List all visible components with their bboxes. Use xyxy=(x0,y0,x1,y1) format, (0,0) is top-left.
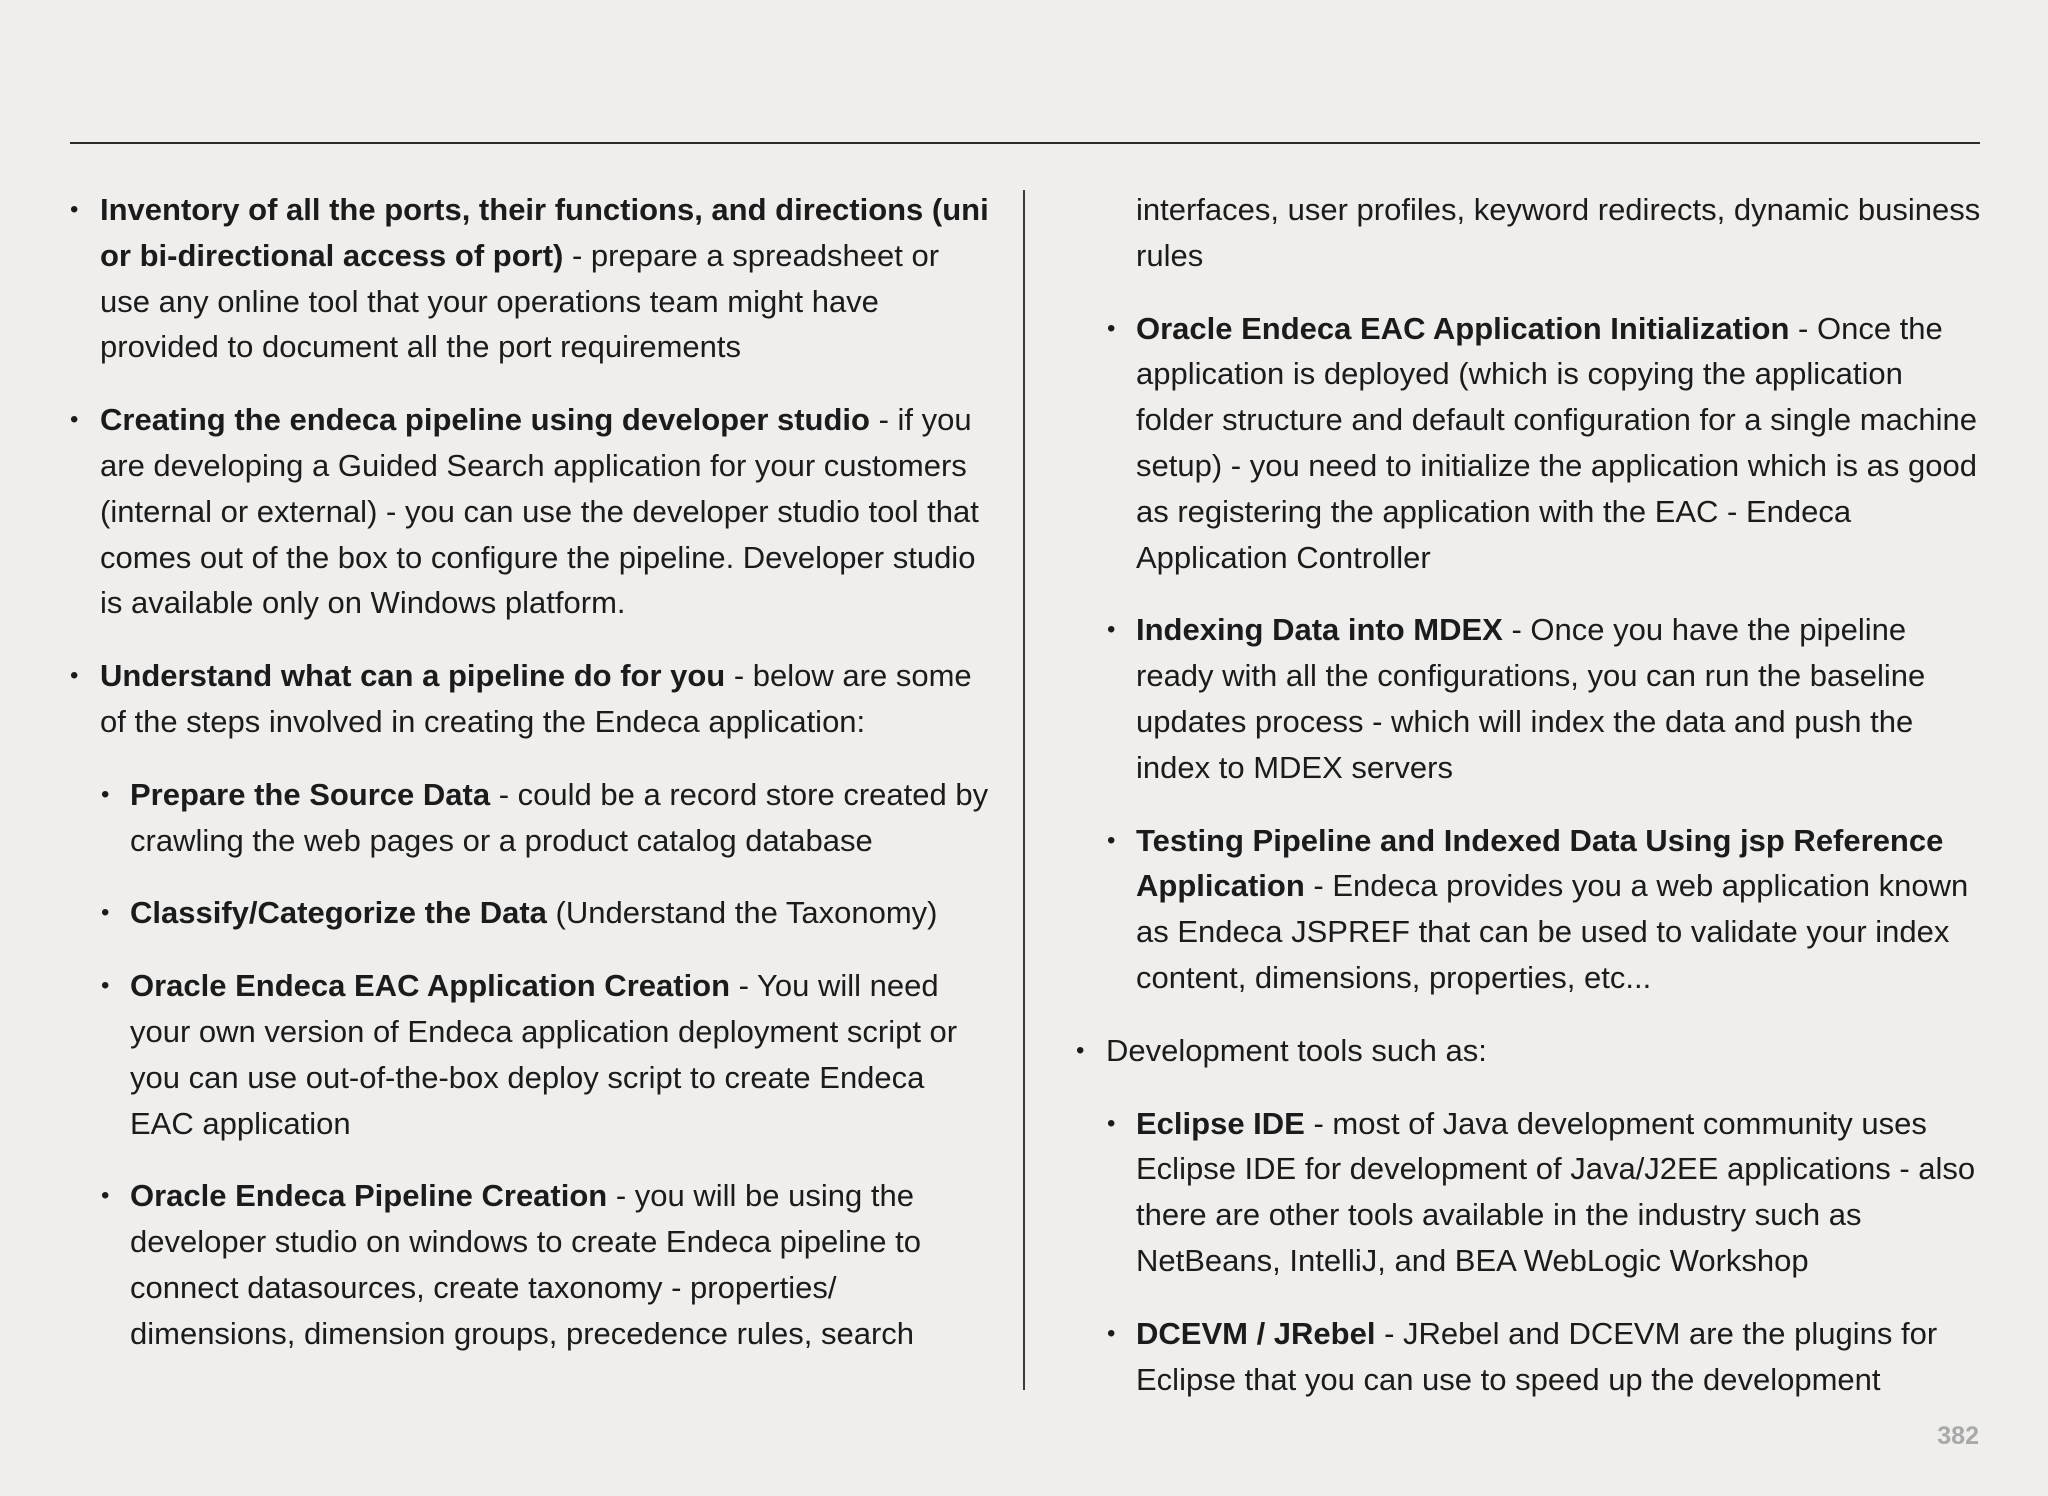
continuation-text: interfaces, user profiles, keyword redirects, dynamic business rules xyxy=(1136,192,1981,273)
list-item xyxy=(70,397,990,626)
bullet-icon: • xyxy=(101,780,110,808)
right-column xyxy=(1076,187,1986,1429)
item-text: - JRebel and DCEVM are the plugins for Eclipse that you can use to speed up the development xyxy=(1136,1315,1938,1397)
sub-list-item xyxy=(1076,818,1986,1001)
column-divider xyxy=(1023,190,1025,1390)
bullet-icon: • xyxy=(101,972,110,1000)
bullet-icon: • xyxy=(1107,314,1116,342)
list-item xyxy=(70,653,990,745)
item-text: - Once the application is deployed (which is copying the application folder structure and default configuration for a single machine setup) - you need to initialize the application which is as good as registering the application with the EAC - Endeca Application Controller xyxy=(1136,310,1977,575)
item-title: Testing Pipeline and Indexed Data Using jsp Reference Application xyxy=(1136,822,1944,904)
bullet-icon: • xyxy=(101,899,110,927)
item-title: DCEVM / JRebel xyxy=(1136,1315,1376,1351)
sub-list-item xyxy=(1076,607,1986,790)
item-title: Understand what can a pipeline do for you xyxy=(100,658,726,694)
item-title: Eclipse IDE xyxy=(1136,1105,1305,1141)
item-title: Creating the endeca pipeline using developer studio xyxy=(100,402,870,438)
item-text: - most of Java development community uses Eclipse IDE for development of Java/J2EE applications - also there are other tools available in the industry such as NetBeans, IntelliJ, and BEA WebLogic Workshop xyxy=(1136,1105,1976,1278)
list-item xyxy=(70,187,990,370)
item-text: - could be a record store created by crawling the web pages or a product catalog database xyxy=(130,776,989,858)
bullet-icon: • xyxy=(1107,1319,1116,1347)
bullet-icon: • xyxy=(1076,1036,1085,1064)
item-text: - if you are developing a Guided Search application for your customers (internal or external) - you can use the developer studio tool that comes out of the box to configure the pipeline. Developer studio is available only on Windows platform. xyxy=(100,402,979,621)
sub-list-item xyxy=(70,890,990,936)
left-column xyxy=(70,187,990,1384)
item-title: Prepare the Source Data xyxy=(130,776,491,812)
item-title: Oracle Endeca EAC Application Initialization xyxy=(1136,310,1790,346)
list-item xyxy=(1076,1028,1986,1074)
sub-list-item xyxy=(70,963,990,1146)
sub-list-item xyxy=(1076,306,1986,581)
sub-list-item xyxy=(1076,1311,1986,1403)
item-text: - you will be using the developer studio on windows to create Endeca pipeline to connect datasources, create taxonomy - properties/ dimensions, dimension groups, precedence rules, search xyxy=(130,1178,922,1351)
item-text: - Once you have the pipeline ready with all the configurations, you can run the baseline updates process - which will index the data and push the index to MDEX servers xyxy=(1136,612,1926,785)
bullet-icon: • xyxy=(101,1182,110,1210)
sub-list-item xyxy=(70,772,990,864)
bullet-icon: • xyxy=(70,196,79,223)
item-text: (Understand the Taxonomy) xyxy=(546,895,938,931)
item-title: Inventory of all the ports, their functions, and directions (uni or bi-directional access of port) xyxy=(100,192,989,273)
item-title: Oracle Endeca EAC Application Creation xyxy=(130,968,731,1004)
bullet-icon: • xyxy=(70,406,79,434)
sub-list-item xyxy=(1076,1101,1986,1284)
top-rule xyxy=(70,142,1980,144)
item-text: - Endeca provides you a web application known as Endeca JSPREF that can be used to validate your index content, dimensions, properties, etc... xyxy=(1136,868,1969,995)
item-title: Indexing Data into MDEX xyxy=(1136,612,1503,648)
item-title: Classify/Categorize the Data xyxy=(130,895,547,931)
item-title: Oracle Endeca Pipeline Creation xyxy=(130,1178,608,1214)
bullet-icon: • xyxy=(1107,1109,1116,1137)
sub-list-item xyxy=(70,1173,990,1356)
item-text: Development tools such as: xyxy=(1106,1032,1487,1068)
bullet-icon: • xyxy=(1107,826,1116,854)
page-number: 382 xyxy=(1937,1422,1979,1450)
item-text: - You will need your own version of Endeca application deployment script or you can use out-of-the-box deploy script to create Endeca EAC application xyxy=(130,968,958,1141)
bullet-icon: • xyxy=(70,662,79,690)
bullet-icon: • xyxy=(1107,616,1116,644)
item-text: - below are some of the steps involved in creating the Endeca application: xyxy=(100,658,972,739)
item-text: - prepare a spreadsheet or use any online tool that your operations team might have provided to document all the port requirements xyxy=(100,237,940,365)
